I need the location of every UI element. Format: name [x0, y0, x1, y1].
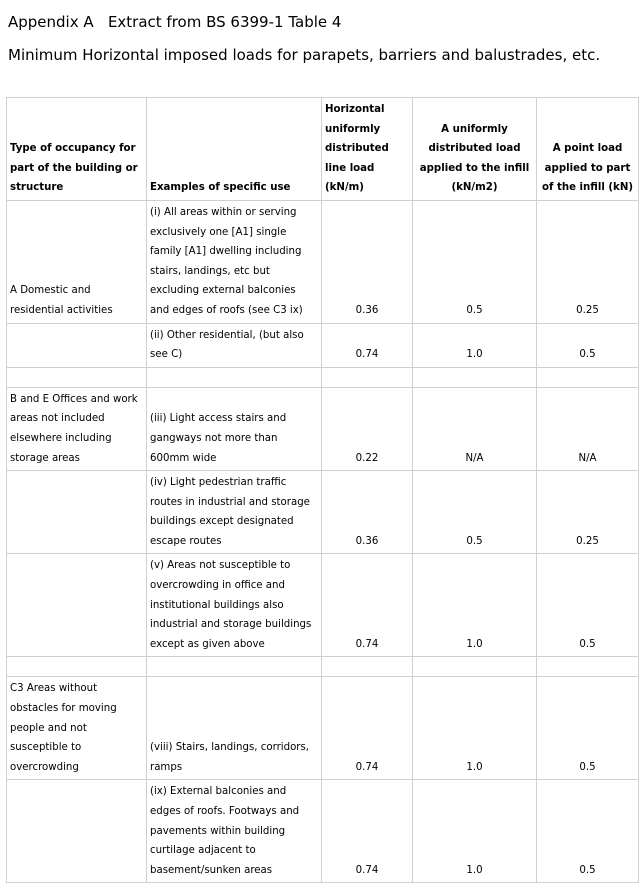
- empty-cell: [7, 367, 147, 387]
- page-subtitle: Minimum Horizontal imposed loads for parapets, barriers and balustrades, etc.: [8, 46, 601, 64]
- specific-use-cell: (iv) Light pedestrian traffic routes in industrial and storage buildings except designated escape routes: [147, 471, 322, 554]
- specific-use-cell: (iii) Light access stairs and gangways not more than 600mm wide: [147, 387, 322, 470]
- table-row: [7, 554, 639, 657]
- occupancy-cell: [7, 471, 147, 554]
- table-row: [7, 200, 639, 323]
- column-header-infill-load: A uniformly distributed load applied to the infill (kN/m2): [413, 98, 537, 201]
- column-header-occupancy: Type of occupancy for part of the building or structure: [7, 98, 147, 201]
- table-row: [7, 323, 639, 367]
- column-header-line-load: Horizontal uniformly distributed line load (kN/m): [322, 98, 413, 201]
- specific-use-cell: (ii) Other residential, (but also see C): [147, 323, 322, 367]
- empty-cell: [537, 367, 639, 387]
- specific-use-cell: (viii) Stairs, landings, corridors, ramps: [147, 677, 322, 780]
- infill-load-cell: 0.5: [413, 200, 537, 323]
- table-spacer-row: [7, 657, 639, 677]
- line-load-cell: 0.74: [322, 677, 413, 780]
- point-load-cell: 0.5: [537, 554, 639, 657]
- specific-use-cell: (i) All areas within or serving exclusively one [A1] single family [A1] dwelling including stairs, landings, etc but excluding external balconies and edges of roofs (see C3 ix): [147, 200, 322, 323]
- occupancy-cell: [7, 780, 147, 883]
- empty-cell: [413, 367, 537, 387]
- infill-load-cell: 1.0: [413, 554, 537, 657]
- loads-table: [6, 97, 639, 883]
- infill-load-cell: N/A: [413, 387, 537, 470]
- table-row: [7, 471, 639, 554]
- occupancy-cell: [7, 554, 147, 657]
- point-load-cell: 0.5: [537, 677, 639, 780]
- point-load-cell: 0.5: [537, 780, 639, 883]
- point-load-cell: 0.25: [537, 471, 639, 554]
- column-header-point-load: A point load applied to part of the infill (kN): [537, 98, 639, 201]
- table-row: [7, 387, 639, 470]
- table-row: [7, 780, 639, 883]
- table-row: [7, 677, 639, 780]
- line-load-cell: 0.22: [322, 387, 413, 470]
- empty-cell: [322, 367, 413, 387]
- column-header-specific-use: Examples of specific use: [147, 98, 322, 201]
- line-load-cell: 0.36: [322, 471, 413, 554]
- occupancy-cell: [7, 323, 147, 367]
- page-title: Appendix A Extract from BS 6399-1 Table 4: [8, 13, 342, 31]
- empty-cell: [537, 657, 639, 677]
- point-load-cell: 0.25: [537, 200, 639, 323]
- line-load-cell: 0.36: [322, 200, 413, 323]
- occupancy-cell: C3 Areas without obstacles for moving people and not susceptible to overcrowding: [7, 677, 147, 780]
- infill-load-cell: 1.0: [413, 323, 537, 367]
- table-spacer-row: [7, 367, 639, 387]
- line-load-cell: 0.74: [322, 554, 413, 657]
- empty-cell: [413, 657, 537, 677]
- occupancy-cell: A Domestic and residential activities: [7, 200, 147, 323]
- line-load-cell: 0.74: [322, 323, 413, 367]
- infill-load-cell: 1.0: [413, 780, 537, 883]
- infill-load-cell: 0.5: [413, 471, 537, 554]
- empty-cell: [7, 657, 147, 677]
- line-load-cell: 0.74: [322, 780, 413, 883]
- empty-cell: [147, 657, 322, 677]
- point-load-cell: N/A: [537, 387, 639, 470]
- specific-use-cell: (v) Areas not susceptible to overcrowding in office and institutional buildings also industrial and storage buildings except as given above: [147, 554, 322, 657]
- empty-cell: [147, 367, 322, 387]
- point-load-cell: 0.5: [537, 323, 639, 367]
- specific-use-cell: (ix) External balconies and edges of roofs. Footways and pavements within building curtilage adjacent to basement/sunken areas: [147, 780, 322, 883]
- infill-load-cell: 1.0: [413, 677, 537, 780]
- occupancy-cell: B and E Offices and work areas not included elsewhere including storage areas: [7, 387, 147, 470]
- table-header-row: [7, 98, 639, 201]
- empty-cell: [322, 657, 413, 677]
